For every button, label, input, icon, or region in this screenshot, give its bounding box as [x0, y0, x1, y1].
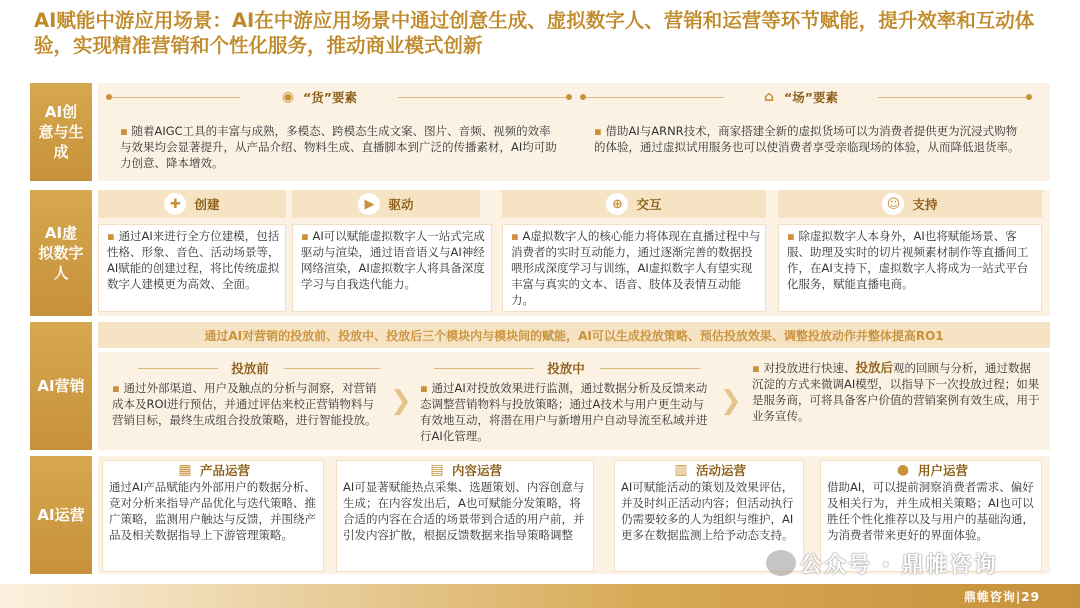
tab-support: ☺ 支持 — [778, 190, 1042, 218]
marketing-banner-text: 通过AI对营销的投放前、投放中、投放后三个模块内与模块间的赋能，AI可以生成投放策略、预估投放效果、调整投放动作并整体提高RO1 — [204, 329, 944, 343]
divider-dot — [566, 94, 572, 100]
stage-during-text: ▪ 通过AI对投放效果进行监测，通过数据分析及反馈来动态调整营销物料与投放策略；通过A技术与用户更生动与有效地互动，将潜在用户与新增用户自动导流至私域并进行AI化管理。 — [420, 380, 712, 444]
divider-line — [110, 97, 240, 98]
card-event-ops: ▥ 活动运营 AI可赋能活动的策划及效果评估，并及时纠正活动内容；但活动执行仍需要较多的人为组织与维护，AI更多在数据监测上给予动态支持。 — [614, 460, 804, 572]
card-content-ops: ▤ 内容运营 AI可显著赋能热点采集、选题策划、内容创意与生成；在内容发出后，A也可赋能分发策略，将合适的内容在合适的场景带到合适的用户前，并引发内容扩散，根据反馈数据来指导策略调整 — [336, 460, 594, 572]
create-icon: ✚ — [164, 193, 186, 215]
tab-create: ✚ 创建 — [98, 190, 286, 218]
shop-icon: ⌂ — [764, 89, 775, 105]
watermark: 公众号 · 鼎帷咨询 — [800, 553, 998, 578]
drive-icon: ▶ — [358, 193, 380, 215]
stage-before-text: ▪ 通过外部渠道、用户及触点的分析与洞察，对营销成本及ROI进行预估，并通过评估来校正营销物料与营销目标，最终生成组合投放策略，进行智能投放。 — [112, 380, 384, 428]
goods-header: ◉ “货”要素 — [253, 86, 383, 108]
stage-during-title: 投放中 — [547, 361, 585, 376]
card-support: ▪ 除虚拟数字人本身外，AI也将赋能场景、客服、助理及实时的切片视频素材制作等直播间工作，在AI支持下，虚拟数字人将成为一站式平台化服务，赋能直播电商。 — [778, 224, 1042, 312]
divider-line — [138, 368, 218, 369]
card-interact: ▪ A虚拟数字人的核心能力将体现在直播过程中与消费者的实时互动能力，通过逐渐完善的数据投喂形成深度学习与训练，AI虚拟数字人有望实现丰富与真实的文本、语音、肢体及表情互动能力。 — [502, 224, 766, 312]
tab-drive: ▶ 驱动 — [292, 190, 480, 218]
digital-human-band — [98, 190, 1050, 316]
card-user-ops: ● 用户运营 借助AI，可以提前洞察消费者需求、偏好及相关行为，并生成相关策略；AI也可以胜任个性化推荐以及与用户的基础沟通，为消费者带来更好的界面体验。 — [820, 460, 1042, 572]
chevron-right-icon: ❯ — [720, 386, 742, 416]
card-drive: ▪ AI可以赋能虚拟数字人一站式完成驱动与渲染，通过语音语义与AI神经网络渲染，AI虚拟数字人将具备深度学习与自我迭代能力。 — [292, 224, 492, 312]
section-label-marketing: AI营销 — [30, 322, 92, 450]
divider-line — [398, 97, 568, 98]
marketing-stages — [98, 352, 1050, 450]
section-label-digital-human: AI虚拟数字人 — [30, 190, 92, 316]
section-label-creative: AI创意与生成 — [30, 83, 92, 181]
card-product-ops: ▦ 产品运营 通过AI产品赋能内外部用户的数据分析、竞对分析来指导产品优化与迭代策略、推广策略，监测用户触达与反馈，并围绕产品及相关数据指导上下游管理策略。 — [102, 460, 324, 572]
divider-line — [584, 97, 724, 98]
user-icon: ● — [896, 462, 910, 478]
footer-bar — [0, 584, 1080, 608]
tab-interact: ⊕ 交互 — [502, 190, 766, 218]
goods-icon: ◉ — [281, 89, 295, 105]
divider-dot — [106, 94, 112, 100]
grid-icon: ▦ — [178, 462, 192, 478]
divider-line — [600, 368, 700, 369]
divider-line — [434, 368, 534, 369]
document-icon: ▤ — [430, 462, 444, 478]
divider-dot — [1026, 94, 1032, 100]
chart-icon: ▥ — [674, 462, 688, 478]
stage-after-text: ▪ 对投放进行快速、投放后观的回顾与分析，通过数据沉淀的方式来微调AI模型，以指导下一次投放过程；如果是服务商，可将具备客户价值的营销案例有效生成，用于业务宣传。 — [752, 360, 1042, 424]
divider-dot — [580, 94, 586, 100]
card-create: ▪ 通过AI来进行全方位建模，包括性格、形象、音色、活动场景等，AI赋能的创建过程，将比传统虚拟数字人建模更为高效、全面。 — [98, 224, 286, 312]
divider-line — [878, 97, 1028, 98]
venue-text: ▪ 借助AI与ARNR技术，商家搭建全新的虚拟货场可以为消费者提供更为沉浸式购物的体验，通过虚拟试用服务也可以使消费者享受亲临现场的体验，从而降低退货率。 — [594, 123, 1024, 155]
marketing-banner — [98, 322, 1050, 348]
interact-icon: ⊕ — [606, 193, 628, 215]
support-icon: ☺ — [882, 193, 904, 215]
stage-before-title: 投放前 — [231, 361, 269, 376]
page-title: AI赋能中游应用场景：AI在中游应用场景中通过创意生成、虚拟数字人、营销和运营等环节赋能，提升效率和互动体验，实现精准营销和个性化服务，推动商业模式创新 — [34, 9, 1035, 57]
goods-text: ▪ 随着AIGC工具的丰富与成熟，多模态、跨模态生成文案、图片、音频、视频的效率与效果均会显著提升，从产品介绍、物料生成、直播脚本到广泛的传播素材，AI均可助力创意、降本增效。 — [120, 123, 560, 171]
chevron-right-icon: ❯ — [390, 386, 412, 416]
divider-line — [284, 368, 380, 369]
creative-band — [98, 83, 1050, 181]
stage-after-title: 投放后 — [855, 360, 893, 375]
venue-header: ⌂ “场”要素 — [734, 86, 864, 108]
section-label-operations: AI运营 — [30, 456, 92, 574]
footer-page: 鼎帷咨询|29 — [963, 590, 1040, 604]
